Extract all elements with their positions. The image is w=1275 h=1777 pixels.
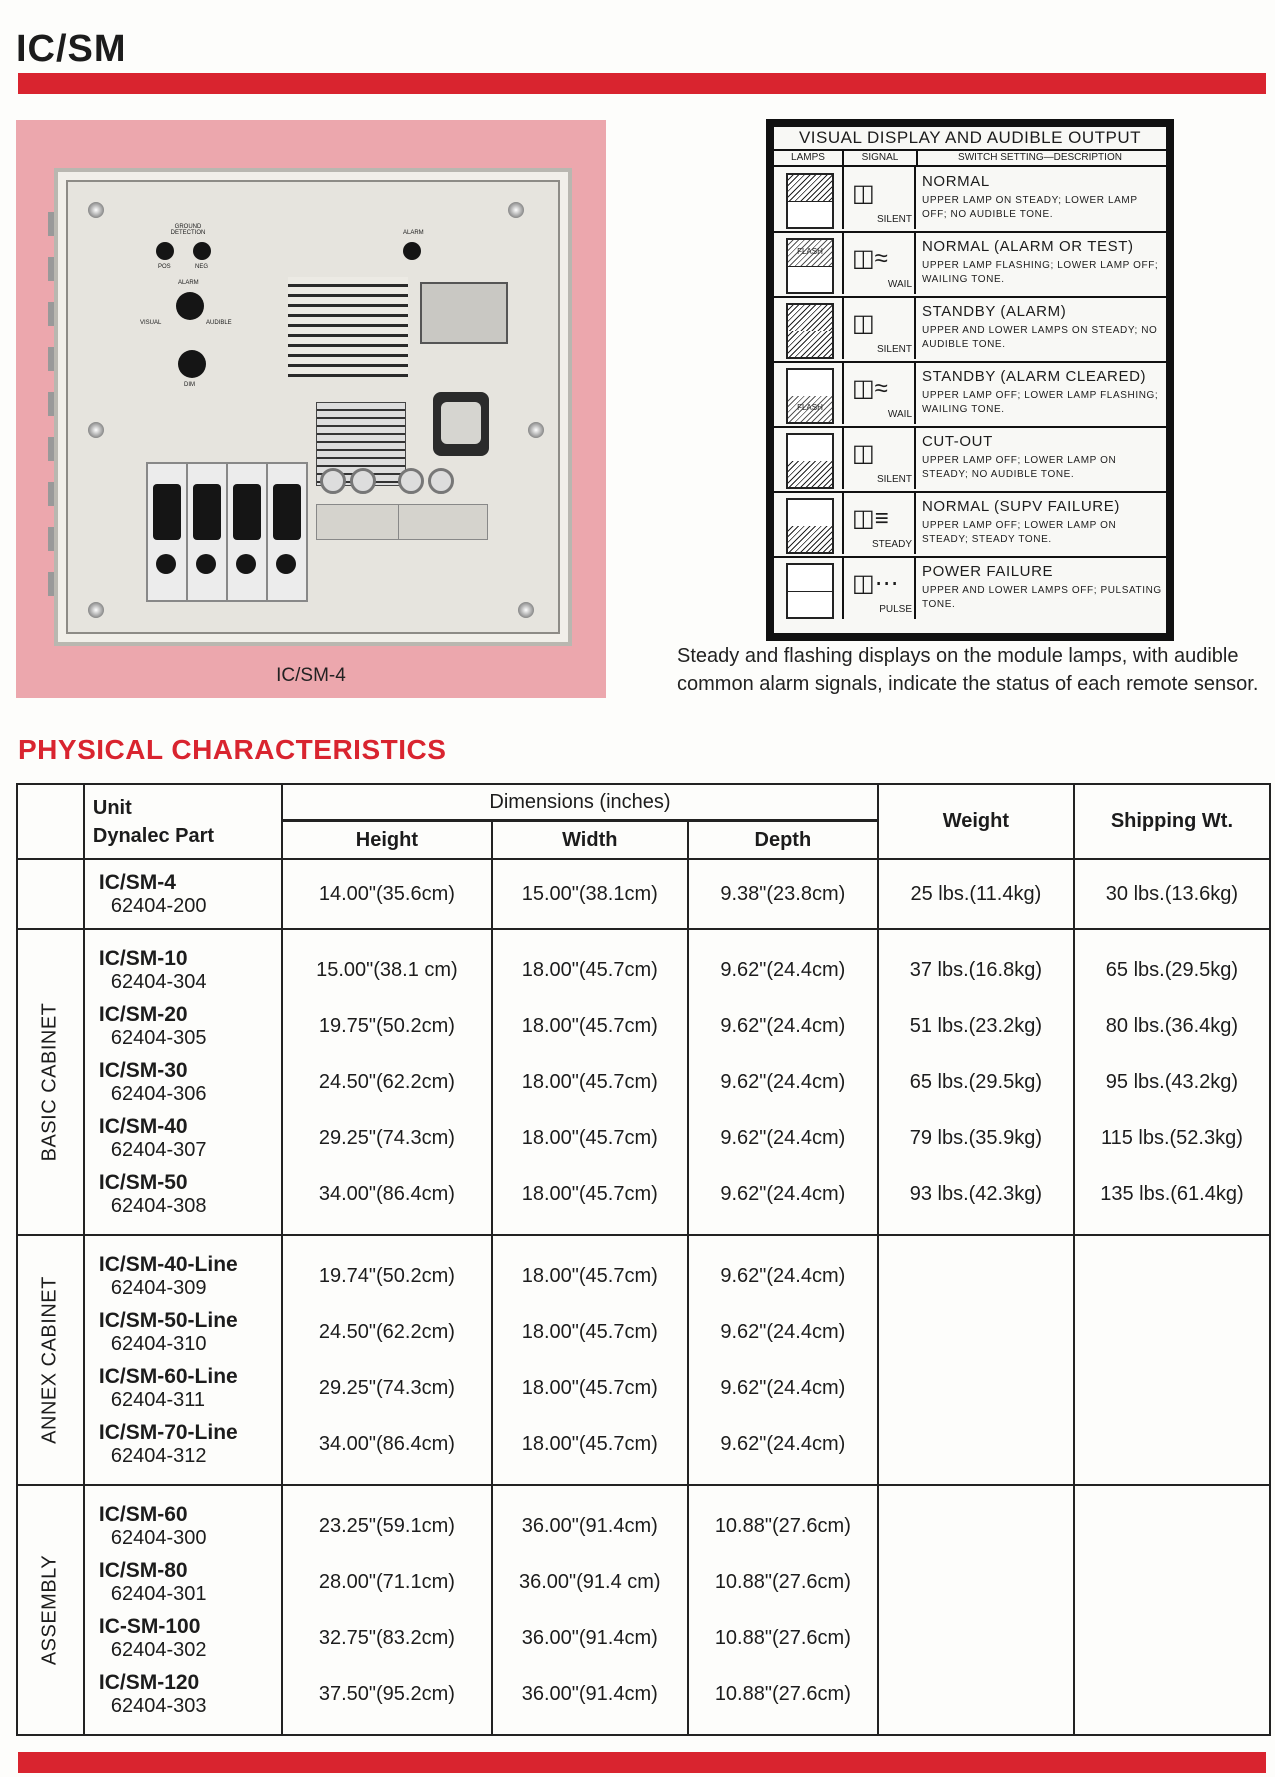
- part-number: 62404-302: [110, 1638, 207, 1661]
- product-photo: [16, 120, 606, 698]
- alarm-label: ALARM: [403, 230, 424, 236]
- weight-cell: [878, 1235, 1074, 1485]
- height-cell: [282, 929, 492, 1235]
- height-value: 23.25"(59.1cm): [318, 1514, 455, 1537]
- selector-dial: [433, 392, 489, 456]
- screw-icon: [88, 422, 104, 438]
- table-group-row: [17, 929, 1270, 1235]
- width-value: 18.00"(45.7cm): [521, 1182, 658, 1205]
- neg-label: NEG: [195, 264, 209, 270]
- table-group-row: [17, 1485, 1270, 1735]
- pos-lamp: [156, 242, 174, 260]
- depth-value: 9.62"(24.4cm): [720, 958, 846, 981]
- lamp-icon: [786, 563, 834, 619]
- visual-label: VISUAL: [140, 320, 162, 326]
- depth-value: 9.62"(24.4cm): [720, 1182, 846, 1205]
- row-desc: UPPER AND LOWER LAMPS OFF; PULSATING TONE.: [922, 585, 1162, 610]
- display-row: [774, 427, 1166, 493]
- height-cell: [282, 1485, 492, 1735]
- ship-value: 95 lbs.(43.2kg): [1105, 1070, 1239, 1093]
- height-value: 34.00"(86.4cm): [318, 1432, 455, 1455]
- row-desc: UPPER AND LOWER LAMPS ON STEADY; NO AUDIBLE TONE.: [922, 325, 1158, 350]
- depth-value: 9.62"(24.4cm): [720, 1376, 846, 1399]
- unit-name: IC/SM-40: [98, 1114, 188, 1138]
- depth-header: Depth: [688, 821, 878, 860]
- page-title: IC/SM: [16, 28, 127, 70]
- audible-label: AUDIBLE: [206, 320, 232, 326]
- width-value: 36.00"(91.4 cm): [518, 1570, 661, 1593]
- ship-value: 80 lbs.(36.4kg): [1105, 1014, 1239, 1037]
- dim-knob: [178, 350, 206, 378]
- unit-name: IC/SM-50-Line: [98, 1308, 238, 1332]
- group-header: [17, 784, 84, 859]
- part-number: 62404-301: [110, 1582, 207, 1605]
- row-title: STANDBY (ALARM CLEARED): [922, 368, 1147, 385]
- unit-name: IC/SM-10: [98, 946, 188, 970]
- weight-value: [879, 1416, 1073, 1472]
- part-number: 62404-200: [110, 894, 207, 917]
- fuse-cap: [350, 468, 376, 494]
- unit-name: IC/SM-70-Line: [98, 1420, 238, 1444]
- width-value: 18.00"(45.7cm): [521, 1376, 658, 1399]
- signal-label: SILENT: [876, 474, 912, 485]
- height-header: Height: [282, 821, 492, 860]
- flash-label: FLASH: [788, 240, 832, 267]
- part-number: 62404-303: [110, 1694, 207, 1717]
- ship-value: [1075, 1248, 1269, 1304]
- height-value: 15.00"(38.1 cm): [316, 958, 458, 981]
- sensor-module: [186, 462, 228, 602]
- depth-cell: [688, 1485, 878, 1735]
- height-value: 28.00"(71.1cm): [318, 1570, 455, 1593]
- pos-label: POS: [158, 264, 171, 270]
- screw-icon: [508, 202, 524, 218]
- ship-value: [1075, 1304, 1269, 1360]
- weight-value: [879, 1304, 1073, 1360]
- depth-value: 9.38"(23.8cm): [720, 882, 846, 905]
- ship-value: [1075, 1554, 1269, 1610]
- height-value: 32.75"(83.2cm): [318, 1626, 455, 1649]
- width-value: 36.00"(91.4cm): [521, 1682, 658, 1705]
- width-cell: [492, 859, 688, 929]
- lamp-icon: [786, 368, 834, 424]
- nameplate: [420, 282, 508, 344]
- neg-lamp: [193, 242, 211, 260]
- unit-name: IC/SM-4: [98, 870, 176, 894]
- group-label-cell: [17, 1235, 84, 1485]
- depth-cell: [688, 1235, 878, 1485]
- weight-value: [879, 1248, 1073, 1304]
- weight-header: Weight: [878, 784, 1074, 859]
- part-number: 62404-312: [110, 1444, 207, 1467]
- display-row: [774, 557, 1166, 621]
- signal-label: PULSE: [879, 604, 912, 615]
- speaker-grille: [288, 277, 408, 377]
- unit-name: IC/SM-50: [98, 1170, 188, 1194]
- width-value: 18.00"(45.7cm): [521, 958, 658, 981]
- width-value: 18.00"(45.7cm): [521, 1264, 658, 1287]
- weight-value: [879, 1360, 1073, 1416]
- part-number: 62404-300: [110, 1526, 207, 1549]
- screw-icon: [528, 422, 544, 438]
- col-desc: SWITCH SETTING—DESCRIPTION: [958, 152, 1122, 163]
- panel-illustration: [54, 168, 572, 646]
- height-value: 24.50"(62.2cm): [318, 1070, 455, 1093]
- sensor-module: [266, 462, 308, 602]
- ship-value: [1075, 1360, 1269, 1416]
- ship-value: [1075, 1666, 1269, 1722]
- row-desc: UPPER LAMP ON STEADY; LOWER LAMP OFF; NO AUDIBLE TONE.: [922, 195, 1138, 220]
- part-header-label: Dynalec Part: [92, 824, 215, 847]
- display-row: [774, 297, 1166, 363]
- fuse-cap: [320, 468, 346, 494]
- weight-value: [879, 1666, 1073, 1722]
- signal-label: WAIL: [887, 409, 912, 420]
- height-cell: [282, 859, 492, 929]
- display-row: [774, 362, 1166, 428]
- row-desc: UPPER LAMP OFF; LOWER LAMP ON STEADY; STEADY TONE.: [922, 520, 1117, 545]
- ship-value: [1075, 1416, 1269, 1472]
- signal-label: SILENT: [876, 214, 912, 225]
- row-title: POWER FAILURE: [922, 563, 1054, 580]
- weight-value: 51 lbs.(23.2kg): [909, 1014, 1043, 1037]
- speaker-icon: ◫: [852, 310, 875, 337]
- unit-name: IC/SM-60-Line: [98, 1364, 238, 1388]
- dimensions-header: Dimensions (inches): [282, 784, 878, 821]
- ship-cell: [1074, 859, 1270, 929]
- row-desc: UPPER LAMP OFF; LOWER LAMP FLASHING; WAILING TONE.: [922, 390, 1159, 415]
- part-number: 62404-311: [110, 1388, 206, 1411]
- width-cell: [492, 1485, 688, 1735]
- lamp-icon: [786, 498, 834, 554]
- fuse-cap: [428, 468, 454, 494]
- weight-value: 79 lbs.(35.9kg): [909, 1126, 1043, 1149]
- row-title: STANDBY (ALARM): [922, 303, 1067, 320]
- sensor-module: [226, 462, 268, 602]
- ship-value: [1075, 1610, 1269, 1666]
- ship-value: 65 lbs.(29.5kg): [1105, 958, 1239, 981]
- group-label-cell: [17, 929, 84, 1235]
- height-value: 29.25"(74.3cm): [318, 1376, 455, 1399]
- unit-name: IC-SM-100: [98, 1614, 201, 1638]
- depth-value: 9.62"(24.4cm): [720, 1320, 846, 1343]
- height-value: 14.00"(35.6cm): [318, 882, 455, 905]
- col-signal: SIGNAL: [842, 151, 918, 165]
- speaker-icon: ◫: [852, 440, 875, 467]
- group-label: ASSEMBLY: [38, 1554, 61, 1666]
- display-row: [774, 232, 1166, 298]
- unit-name: IC/SM-40-Line: [98, 1252, 238, 1276]
- unit-cell: [84, 929, 282, 1235]
- unit-name: IC/SM-30: [98, 1058, 188, 1082]
- width-value: 18.00"(45.7cm): [521, 1014, 658, 1037]
- part-number: 62404-306: [110, 1082, 207, 1105]
- shipping-weight-header: Shipping Wt.: [1074, 784, 1270, 859]
- alarm-lamp: [403, 242, 421, 260]
- photo-caption: IC/SM-4: [276, 665, 346, 686]
- row-title: NORMAL (ALARM OR TEST): [922, 238, 1134, 255]
- width-value: 18.00"(45.7cm): [521, 1070, 658, 1093]
- part-number: 62404-305: [110, 1026, 207, 1049]
- part-number: 62404-309: [110, 1276, 207, 1299]
- width-value: 18.00"(45.7cm): [521, 1432, 658, 1455]
- ship-cell: [1074, 1235, 1270, 1485]
- chart-title: VISUAL DISPLAY AND AUDIBLE OUTPUT: [774, 127, 1166, 151]
- unit-name: IC/SM-80: [98, 1558, 188, 1582]
- display-row: [774, 167, 1166, 233]
- weight-value: [879, 1498, 1073, 1554]
- signal-label: STEADY: [871, 539, 912, 550]
- top-red-rule: [18, 73, 1266, 94]
- ship-value: 135 lbs.(61.4kg): [1100, 1182, 1244, 1205]
- flash-label: FLASH: [788, 396, 832, 422]
- ground-detection-label: GROUND DETECTION: [170, 224, 206, 236]
- signal-label: SILENT: [876, 344, 912, 355]
- weight-cell: [878, 929, 1074, 1235]
- section-title: PHYSICAL CHARACTERISTICS: [18, 734, 447, 765]
- width-value: 18.00"(45.7cm): [521, 1126, 658, 1149]
- depth-value: 9.62"(24.4cm): [720, 1070, 846, 1093]
- sensor-module: [146, 462, 188, 602]
- unit-name: IC/SM-60: [98, 1502, 188, 1526]
- height-value: 29.25"(74.3cm): [318, 1126, 455, 1149]
- width-value: 36.00"(91.4cm): [521, 1626, 658, 1649]
- display-caption: Steady and flashing displays on the module lamps, with audible common alarm signals, indicate the status of each remote sensor.: [677, 645, 1259, 695]
- table-group-row: [17, 1235, 1270, 1485]
- lamp-icon: [786, 238, 834, 294]
- group-label: ANNEX CABINET: [38, 1276, 61, 1444]
- screw-icon: [518, 602, 534, 618]
- fuse-cap: [398, 468, 424, 494]
- part-number: 62404-308: [110, 1194, 207, 1217]
- fuse-label: [316, 504, 406, 540]
- depth-value: 9.62"(24.4cm): [720, 1014, 846, 1037]
- width-cell: [492, 929, 688, 1235]
- bottom-red-rule: [18, 1752, 1266, 1773]
- depth-value: 10.88"(27.6cm): [714, 1626, 851, 1649]
- group-label-cell: [17, 1485, 84, 1735]
- ship-cell: [1074, 1485, 1270, 1735]
- width-cell: [492, 1235, 688, 1485]
- part-number: 62404-310: [110, 1332, 207, 1355]
- signal-label: WAIL: [887, 279, 912, 290]
- height-value: 19.75"(50.2cm): [318, 1014, 455, 1037]
- width-value: 15.00"(38.1cm): [521, 882, 658, 905]
- width-value: 18.00"(45.7cm): [521, 1320, 658, 1343]
- width-value: 36.00"(91.4cm): [521, 1514, 658, 1537]
- weight-value: 93 lbs.(42.3kg): [909, 1182, 1043, 1205]
- table-group-row: [17, 859, 1270, 929]
- screw-icon: [88, 602, 104, 618]
- depth-value: 10.88"(27.6cm): [714, 1682, 851, 1705]
- weight-value: [879, 1554, 1073, 1610]
- weight-cell: [878, 859, 1074, 929]
- weight-value: 65 lbs.(29.5kg): [909, 1070, 1043, 1093]
- speaker-steady-icon: ◫≡: [852, 505, 889, 532]
- depth-value: 9.62"(24.4cm): [720, 1264, 846, 1287]
- depth-value: 10.88"(27.6cm): [714, 1514, 851, 1537]
- speaker-wail-icon: ◫≈: [852, 245, 888, 272]
- unit-cell: [84, 1485, 282, 1735]
- fuse-label: [398, 504, 488, 540]
- lamp-icon: [786, 173, 834, 229]
- ship-cell: [1074, 929, 1270, 1235]
- row-desc: UPPER LAMP FLASHING; LOWER LAMP OFF; WAILING TONE.: [922, 260, 1159, 285]
- width-header: Width: [492, 821, 688, 860]
- speaker-wail-icon: ◫≈: [852, 375, 888, 402]
- unit-header: [84, 784, 282, 859]
- height-cell: [282, 1235, 492, 1485]
- group-label: BASIC CABINET: [38, 1002, 61, 1162]
- lamp-icon: [786, 433, 834, 489]
- ship-value: [1075, 1498, 1269, 1554]
- depth-value: 10.88"(27.6cm): [714, 1570, 851, 1593]
- col-lamps: LAMPS: [791, 152, 825, 163]
- unit-name: IC/SM-120: [98, 1670, 200, 1694]
- ship-value: 30 lbs.(13.6kg): [1105, 882, 1239, 905]
- screw-icon: [88, 202, 104, 218]
- height-value: 34.00"(86.4cm): [318, 1182, 455, 1205]
- unit-cell: [84, 859, 282, 929]
- physical-characteristics-table: [16, 783, 1271, 1736]
- weight-cell: [878, 1485, 1074, 1735]
- height-value: 37.50"(95.2cm): [318, 1682, 455, 1705]
- depth-value: 9.62"(24.4cm): [720, 1126, 846, 1149]
- unit-header-label: Unit: [92, 796, 132, 819]
- speaker-icon: ◫: [852, 180, 875, 207]
- visual-display-chart: [766, 119, 1174, 641]
- group-label-cell: [17, 859, 84, 929]
- row-title: CUT-OUT: [922, 433, 993, 450]
- speaker-pulse-icon: ◫⋯: [852, 570, 899, 597]
- part-number: 62404-307: [110, 1138, 207, 1161]
- ship-value: 115 lbs.(52.3kg): [1100, 1126, 1243, 1149]
- unit-cell: [84, 1235, 282, 1485]
- alarm-knob: [176, 292, 204, 320]
- row-desc: UPPER LAMP OFF; LOWER LAMP ON STEADY; NO AUDIBLE TONE.: [922, 455, 1117, 480]
- display-row: [774, 492, 1166, 558]
- dim-label: DIM: [184, 382, 195, 388]
- depth-cell: [688, 859, 878, 929]
- height-value: 19.74"(50.2cm): [318, 1264, 455, 1287]
- depth-value: 9.62"(24.4cm): [720, 1432, 846, 1455]
- weight-value: 25 lbs.(11.4kg): [910, 882, 1042, 905]
- alarm-knob-label: ALARM: [178, 280, 199, 286]
- weight-value: [879, 1610, 1073, 1666]
- row-title: NORMAL: [922, 173, 990, 190]
- row-title: NORMAL (SUPV FAILURE): [922, 498, 1120, 515]
- height-value: 24.50"(62.2cm): [318, 1320, 455, 1343]
- depth-cell: [688, 929, 878, 1235]
- weight-value: 37 lbs.(16.8kg): [909, 958, 1043, 981]
- part-number: 62404-304: [110, 970, 207, 993]
- unit-name: IC/SM-20: [98, 1002, 188, 1026]
- lamp-icon: [786, 303, 834, 359]
